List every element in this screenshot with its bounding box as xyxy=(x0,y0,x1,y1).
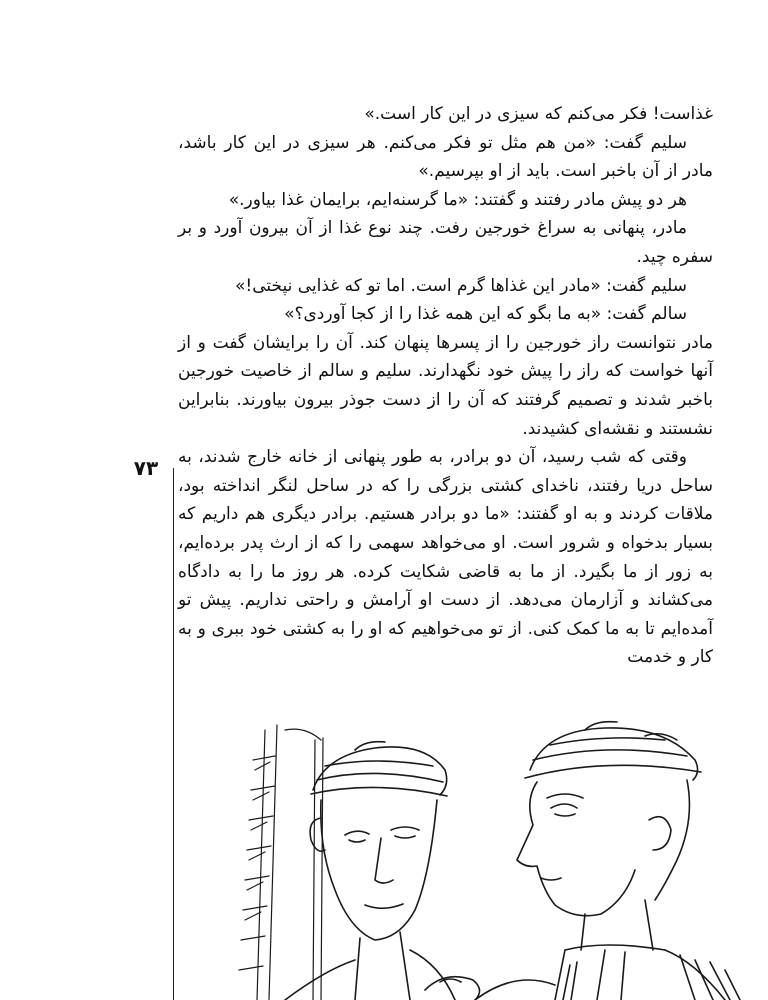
paragraph: سالم گفت: «به ما بگو که این همه غذا را از کجا آوردی؟» xyxy=(284,304,687,325)
paragraph: سلیم گفت: «من هم مثل تو فکر می‌کنم. هر سیزی در این کار باشد، مادر از آن باخبر است. باید از او بپرسیم.» xyxy=(178,132,713,182)
paragraph: وقتی که شب رسید، آن دو برادر، به طور پنهانی از خانه خارج شدند، به ساحل دریا رفتند، ناخدای کشتی بزرگی را که در ساحل لنگر انداخته بود، ملاقات کردند و به او گفتند: «ما دو برادر هستیم. برادر دیگری هم داریم که بسیار بدخواه و شرور است. او می‌خواهد سهمی را که از ارث پدر برده‌ایم، به زور از ما بگیرد. از ما به قاضی شکایت کرده. هر روز ما را به دادگاه می‌کشاند و آزارمان می‌دهد. از دست او آرامش و راحتی نداریم. پیش تو آمده‌ایم تا به ما کمک کنی. از تو می‌خواهیم که او را به کشتی خود ببری و به کار و خدمت xyxy=(178,447,713,668)
right-man-figure xyxy=(517,722,740,1000)
margin-rule xyxy=(173,468,174,1000)
body-text xyxy=(178,100,713,672)
ink-illustration xyxy=(225,700,768,1000)
background-hatching xyxy=(239,725,323,1000)
paragraph: غذاست! فکر می‌کنم که سیزی در این کار است.» xyxy=(364,104,713,124)
bottom-object-outline xyxy=(475,980,555,1000)
paragraph: مادر نتوانست راز خورجین را از پسرها پنهان کند. آن را برایشان گفت و از آنها خواست که راز را پیش خود نگهدارند. سلیم و سالم از خاصیت خورجین باخبر شدند و تصمیم گرفتند که آن را از دست جوذر بیرون بیاورند. بنابراین نشستند و نقشه‌ای کشیدند. xyxy=(178,332,713,439)
paragraph: سلیم گفت: «مادر این غذاها گرم است. اما تو که غذایی نپختی!» xyxy=(235,275,687,296)
page-number: ۷۳ xyxy=(133,456,159,480)
paragraph: مادر، پنهانی به سراغ خورجین رفت. چند نوع غذا از آن بیرون آورد و بر سفره چید. xyxy=(178,218,713,267)
paragraph: هر دو پیش مادر رفتند و گفتند: «ما گرسنه‌ایم، برایمان غذا بیاور.» xyxy=(228,189,687,210)
